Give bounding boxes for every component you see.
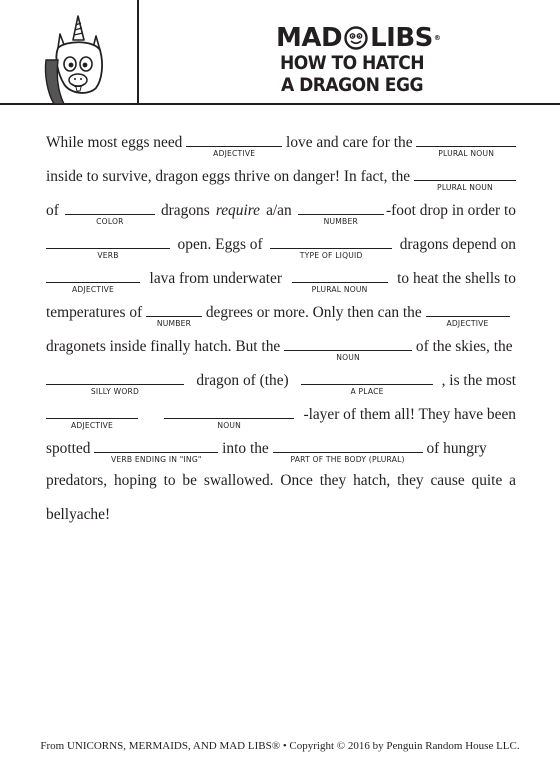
story-text: lava from underwater <box>145 270 286 287</box>
blank-label: PLURAL NOUN <box>437 183 493 192</box>
blank-label: NUMBER <box>323 217 358 226</box>
header-divider-vertical <box>137 0 139 104</box>
story-text: a/an <box>262 202 296 219</box>
blank-label: ADJECTIVE <box>70 421 114 430</box>
blank-field[interactable] <box>284 336 412 362</box>
story-line-6 <box>46 302 516 336</box>
blank-field[interactable] <box>270 234 392 260</box>
logo-text-right: LIBS <box>370 23 433 53</box>
story-line-11 <box>46 472 516 506</box>
story-text: to heat the shells to <box>393 270 516 287</box>
story-text: of hungry <box>422 440 487 457</box>
copyright-footer: From UNICORNS, MERMAIDS, AND MAD LIBS® • Copyright © 2016 by Penguin Random House LLC. <box>40 740 520 752</box>
blank-field[interactable] <box>146 302 202 328</box>
story-text: open. Eggs of <box>173 236 267 253</box>
blank-label: ADJECTIVE <box>446 319 489 328</box>
blank-field[interactable] <box>298 200 384 226</box>
title-line-2: A DRAGON EGG <box>281 74 423 96</box>
story-text <box>147 406 155 424</box>
story-text: inside to survive, dragon eggs thrive on danger! In fact, the <box>46 168 414 185</box>
story-line-5 <box>46 268 516 302</box>
blank-field[interactable] <box>426 302 510 328</box>
story-text: spotted <box>46 440 95 457</box>
story-text: dragons depend on <box>395 236 516 253</box>
story-line-3 <box>46 200 516 234</box>
story-text: of <box>46 202 63 219</box>
story-line-12 <box>46 506 516 540</box>
story-text: , is the most <box>441 372 516 389</box>
story-text: dragonets inside finally hatch. But the <box>46 338 285 355</box>
story-line-7 <box>46 336 516 370</box>
blank-field[interactable] <box>273 438 423 464</box>
story-text: temperatures of <box>46 304 146 321</box>
story-text: dragon of (the) <box>192 372 293 389</box>
blank-label: A PLACE <box>350 387 384 396</box>
blank-field[interactable] <box>94 438 218 464</box>
blank-label: SILLY WORD <box>90 387 140 396</box>
story-line-1 <box>46 132 516 166</box>
story-text: -foot drop in order to <box>386 202 516 219</box>
blank-field[interactable] <box>46 370 184 396</box>
story-text: of the skies, the <box>412 338 513 355</box>
story-text-italic: require <box>215 202 260 219</box>
story-text: into the <box>218 440 273 457</box>
blank-label: ADJECTIVE <box>71 285 115 294</box>
story-text: While most eggs need <box>46 134 187 151</box>
blank-field[interactable] <box>65 200 155 226</box>
blank-label: PLURAL NOUN <box>438 149 495 158</box>
story-line-2 <box>46 166 516 200</box>
logo-smiley-icon <box>344 26 368 50</box>
blank-field[interactable] <box>414 166 516 192</box>
blank-field[interactable] <box>46 404 138 430</box>
blank-label: ADJECTIVE <box>213 149 256 158</box>
story-text: -layer of them all! They have been <box>303 406 516 423</box>
blank-label: NOUN <box>336 353 360 362</box>
blank-label: PART OF THE BODY (PLURAL) <box>290 455 405 464</box>
story-text: bellyache! <box>46 506 111 523</box>
blank-label: COLOR <box>96 217 124 226</box>
title-line-1: HOW TO HATCH <box>279 52 425 74</box>
blank-label: TYPE OF LIQUID <box>299 251 363 260</box>
blank-field[interactable] <box>301 370 433 396</box>
blank-label: PLURAL NOUN <box>311 285 368 294</box>
story-line-8 <box>46 370 516 404</box>
blank-label: NOUN <box>217 421 242 430</box>
blank-label: VERB <box>97 251 119 260</box>
story-body <box>46 132 516 540</box>
blank-label: NUMBER <box>156 319 192 328</box>
unicorn-illustration <box>40 14 120 106</box>
blank-field[interactable] <box>186 132 282 158</box>
blank-field[interactable] <box>416 132 516 158</box>
story-text: love and care for the <box>282 134 417 151</box>
blank-label: VERB ENDING IN "ING" <box>111 455 202 464</box>
story-text: predators, hoping to be swallowed. Once they hatch, they cause quite a <box>46 472 516 489</box>
blank-field[interactable] <box>292 268 388 294</box>
blank-field[interactable] <box>46 234 170 260</box>
logo-text-left: MAD <box>276 23 343 53</box>
story-line-4 <box>46 234 516 268</box>
story-title <box>271 52 433 96</box>
story-line-10 <box>46 438 516 472</box>
blank-field[interactable] <box>46 268 140 294</box>
story-text: degrees or more. Only then can the <box>202 304 426 321</box>
story-text: dragons <box>157 202 214 219</box>
blank-field[interactable] <box>164 404 294 430</box>
story-line-9 <box>46 404 516 438</box>
registered-mark: ® <box>433 34 441 42</box>
mad-libs-logo <box>276 22 440 54</box>
